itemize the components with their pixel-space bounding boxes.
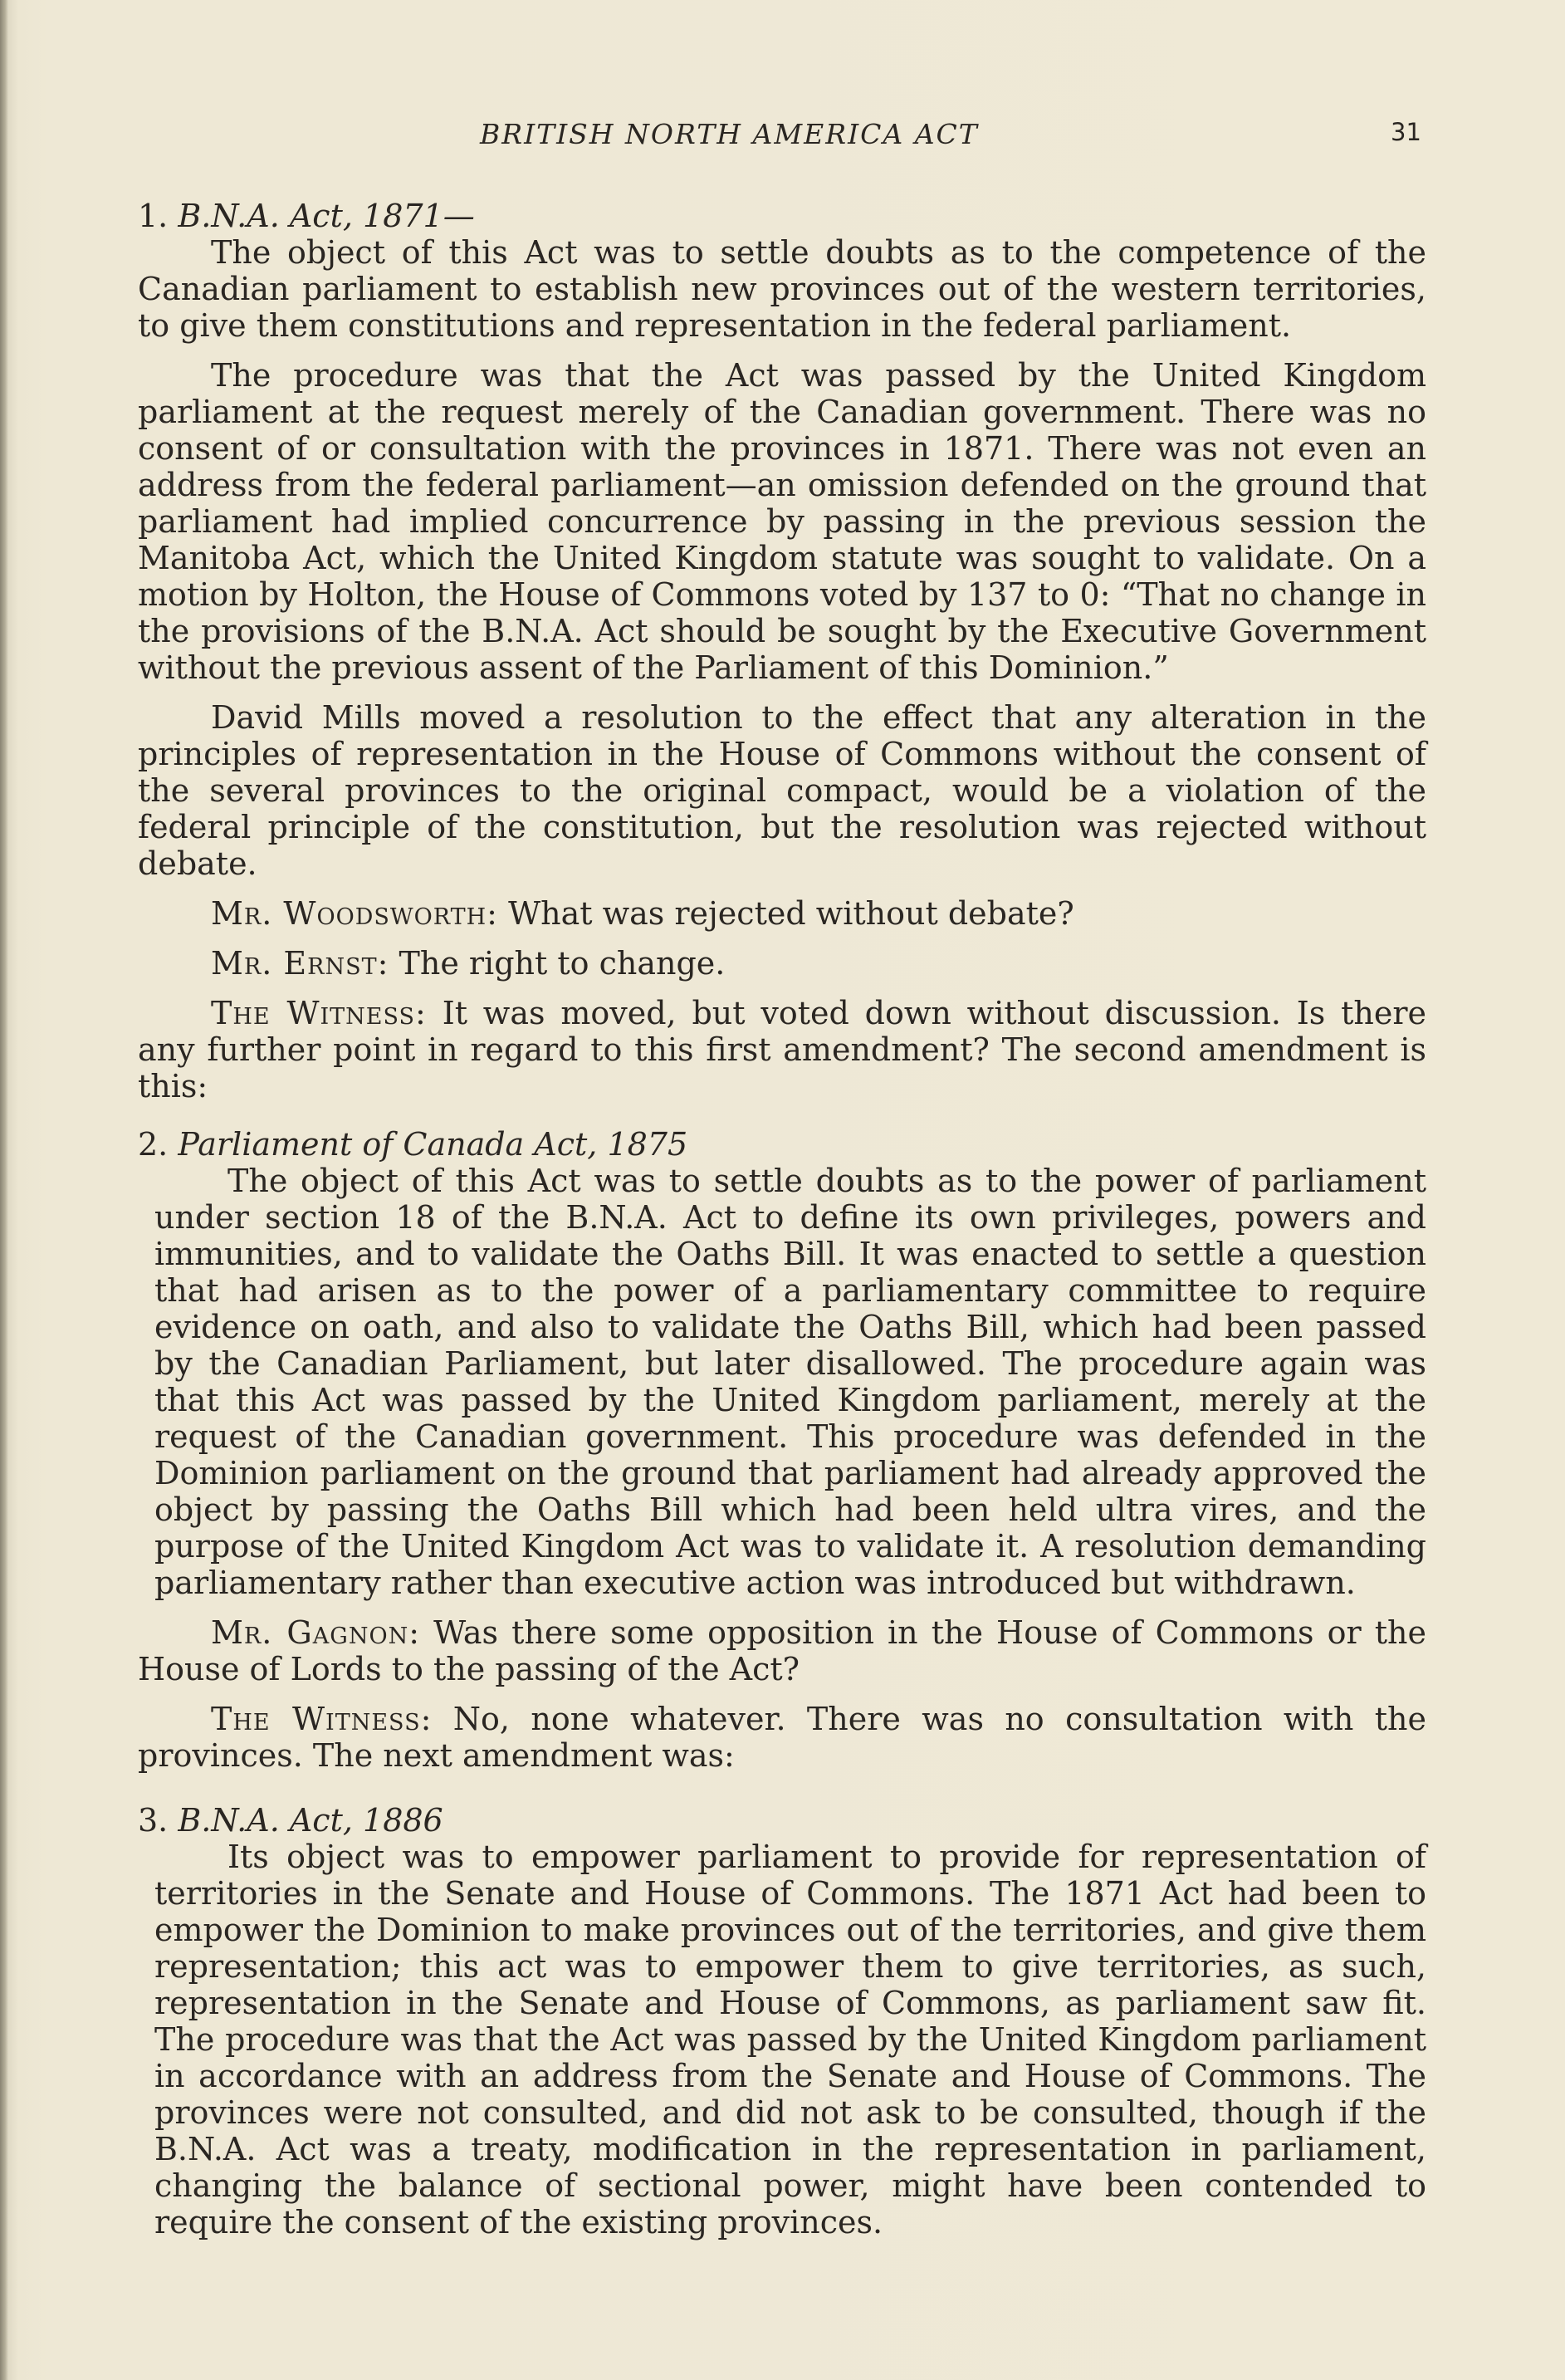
section-1-heading: [138, 198, 1426, 234]
speech-text: The right to change.: [399, 945, 726, 982]
section-3-body: [138, 1839, 1426, 2240]
section-3-heading: [138, 1802, 1426, 1839]
section-3-title: B.N.A. Act, 1886: [178, 1802, 443, 1839]
section-3-number: 3.: [138, 1802, 169, 1839]
page-binding-edge: [0, 0, 8, 2380]
section-1-title: B.N.A. Act, 1871—: [178, 198, 475, 234]
body-text: [138, 198, 1426, 2240]
speech-text: Was there some opposition in the House of Commons or the House of Lords to the passing of the Act?: [138, 1614, 1426, 1687]
speech-text: What was rejected without debate?: [508, 895, 1074, 932]
exchange-gagnon: [138, 1614, 1426, 1687]
section-1-paragraph-1: The object of this Act was to settle doubts as to the competence of the Canadian parliament to establish new provinces out of the western territories, to give them constitutions and representation in the federal parliament.: [138, 234, 1426, 344]
exchange-witness-2: [138, 1701, 1426, 1774]
section-2-body: [138, 1163, 1426, 1601]
section-2-title: Parliament of Canada Act, 1875: [178, 1126, 688, 1163]
exchange-witness-1: [138, 995, 1426, 1104]
page-number: 31: [1391, 118, 1421, 146]
section-1-paragraph-3: David Mills moved a resolution to the effect that any alteration in the principles of representation in the House of Commons without the consent of the several provinces to the original compact, would be a violation of the federal principle of the constitution, but the resolution was rejected without debate.: [138, 699, 1426, 882]
running-head: [249, 118, 1544, 159]
speaker-label: Mr. Gagnon:: [211, 1614, 421, 1651]
section-2-number: 2.: [138, 1126, 169, 1163]
exchange-woodsworth: [138, 895, 1426, 932]
running-title: BRITISH NORTH AMERICA ACT: [480, 118, 979, 150]
section-2-heading: [138, 1126, 1426, 1163]
speech-text: No, none whatever. There was no consultation with the provinces. The next amendment was:: [138, 1701, 1426, 1774]
section-1-number: 1.: [138, 198, 169, 234]
speech-text: It was moved, but voted down without discussion. Is there any further point in regard to this first amendment? The second amendment is this:: [138, 995, 1426, 1104]
exchange-ernst: [138, 945, 1426, 982]
speaker-label: The Witness:: [211, 1701, 433, 1737]
section-1-paragraph-2: The procedure was that the Act was passed by the United Kingdom parliament at the request merely of the Canadian government. There was no consent of or consultation with the provinces in 1871. There was not even an address from the federal parliament—an omission defended on the ground that parliament had implied concurrence by passing in the previous session the Manitoba Act, which the United Kingdom statute was sought to validate. On a motion by Holton, the House of Commons voted by 137 to 0: “That no change in the provisions of the B.N.A. Act should be sought by the Executive Government without the previous assent of the Parliament of this Dominion.”: [138, 357, 1426, 686]
speaker-label: The Witness:: [211, 995, 427, 1031]
section-2-paragraph-1: The object of this Act was to settle doubts as to the power of parliament under section 18 of the B.N.A. Act to define its own privileges, powers and immunities, and to validate the Oaths Bill. It was enacted to settle a question that had arisen as to the power of a parliamentary committee to require evidence on oath, and also to validate the Oaths Bill, which had been passed by the Canadian Parliament, but later disallowed. The procedure again was that this Act was passed by the United Kingdom parliament, merely at the request of the Canadian government. This procedure was defended in the Dominion parliament on the ground that parliament had already approved the object by passing the Oaths Bill which had been held ultra vires, and the purpose of the United Kingdom Act was to validate it. A resolution demanding parliamentary rather than executive action was introduced but withdrawn.: [154, 1163, 1426, 1601]
speaker-label: Mr. Ernst:: [211, 945, 389, 982]
section-3-paragraph-1: Its object was to empower parliament to provide for representation of territories in the Senate and House of Commons. The 1871 Act had been to empower the Dominion to make provinces out of the territories, and give them representation; this act was to empower them to give territories, as such, representation in the Senate and House of Commons, as parliament saw fit. The procedure was that the Act was passed by the United Kingdom parliament in accordance with an address from the Senate and House of Commons. The provinces were not consulted, and did not ask to be consulted, though if the B.N.A. Act was a treaty, modification in the representation in parliament, changing the balance of sectional power, might have been contended to require the consent of the existing provinces.: [154, 1839, 1426, 2240]
speaker-label: Mr. Woodsworth:: [211, 895, 498, 932]
